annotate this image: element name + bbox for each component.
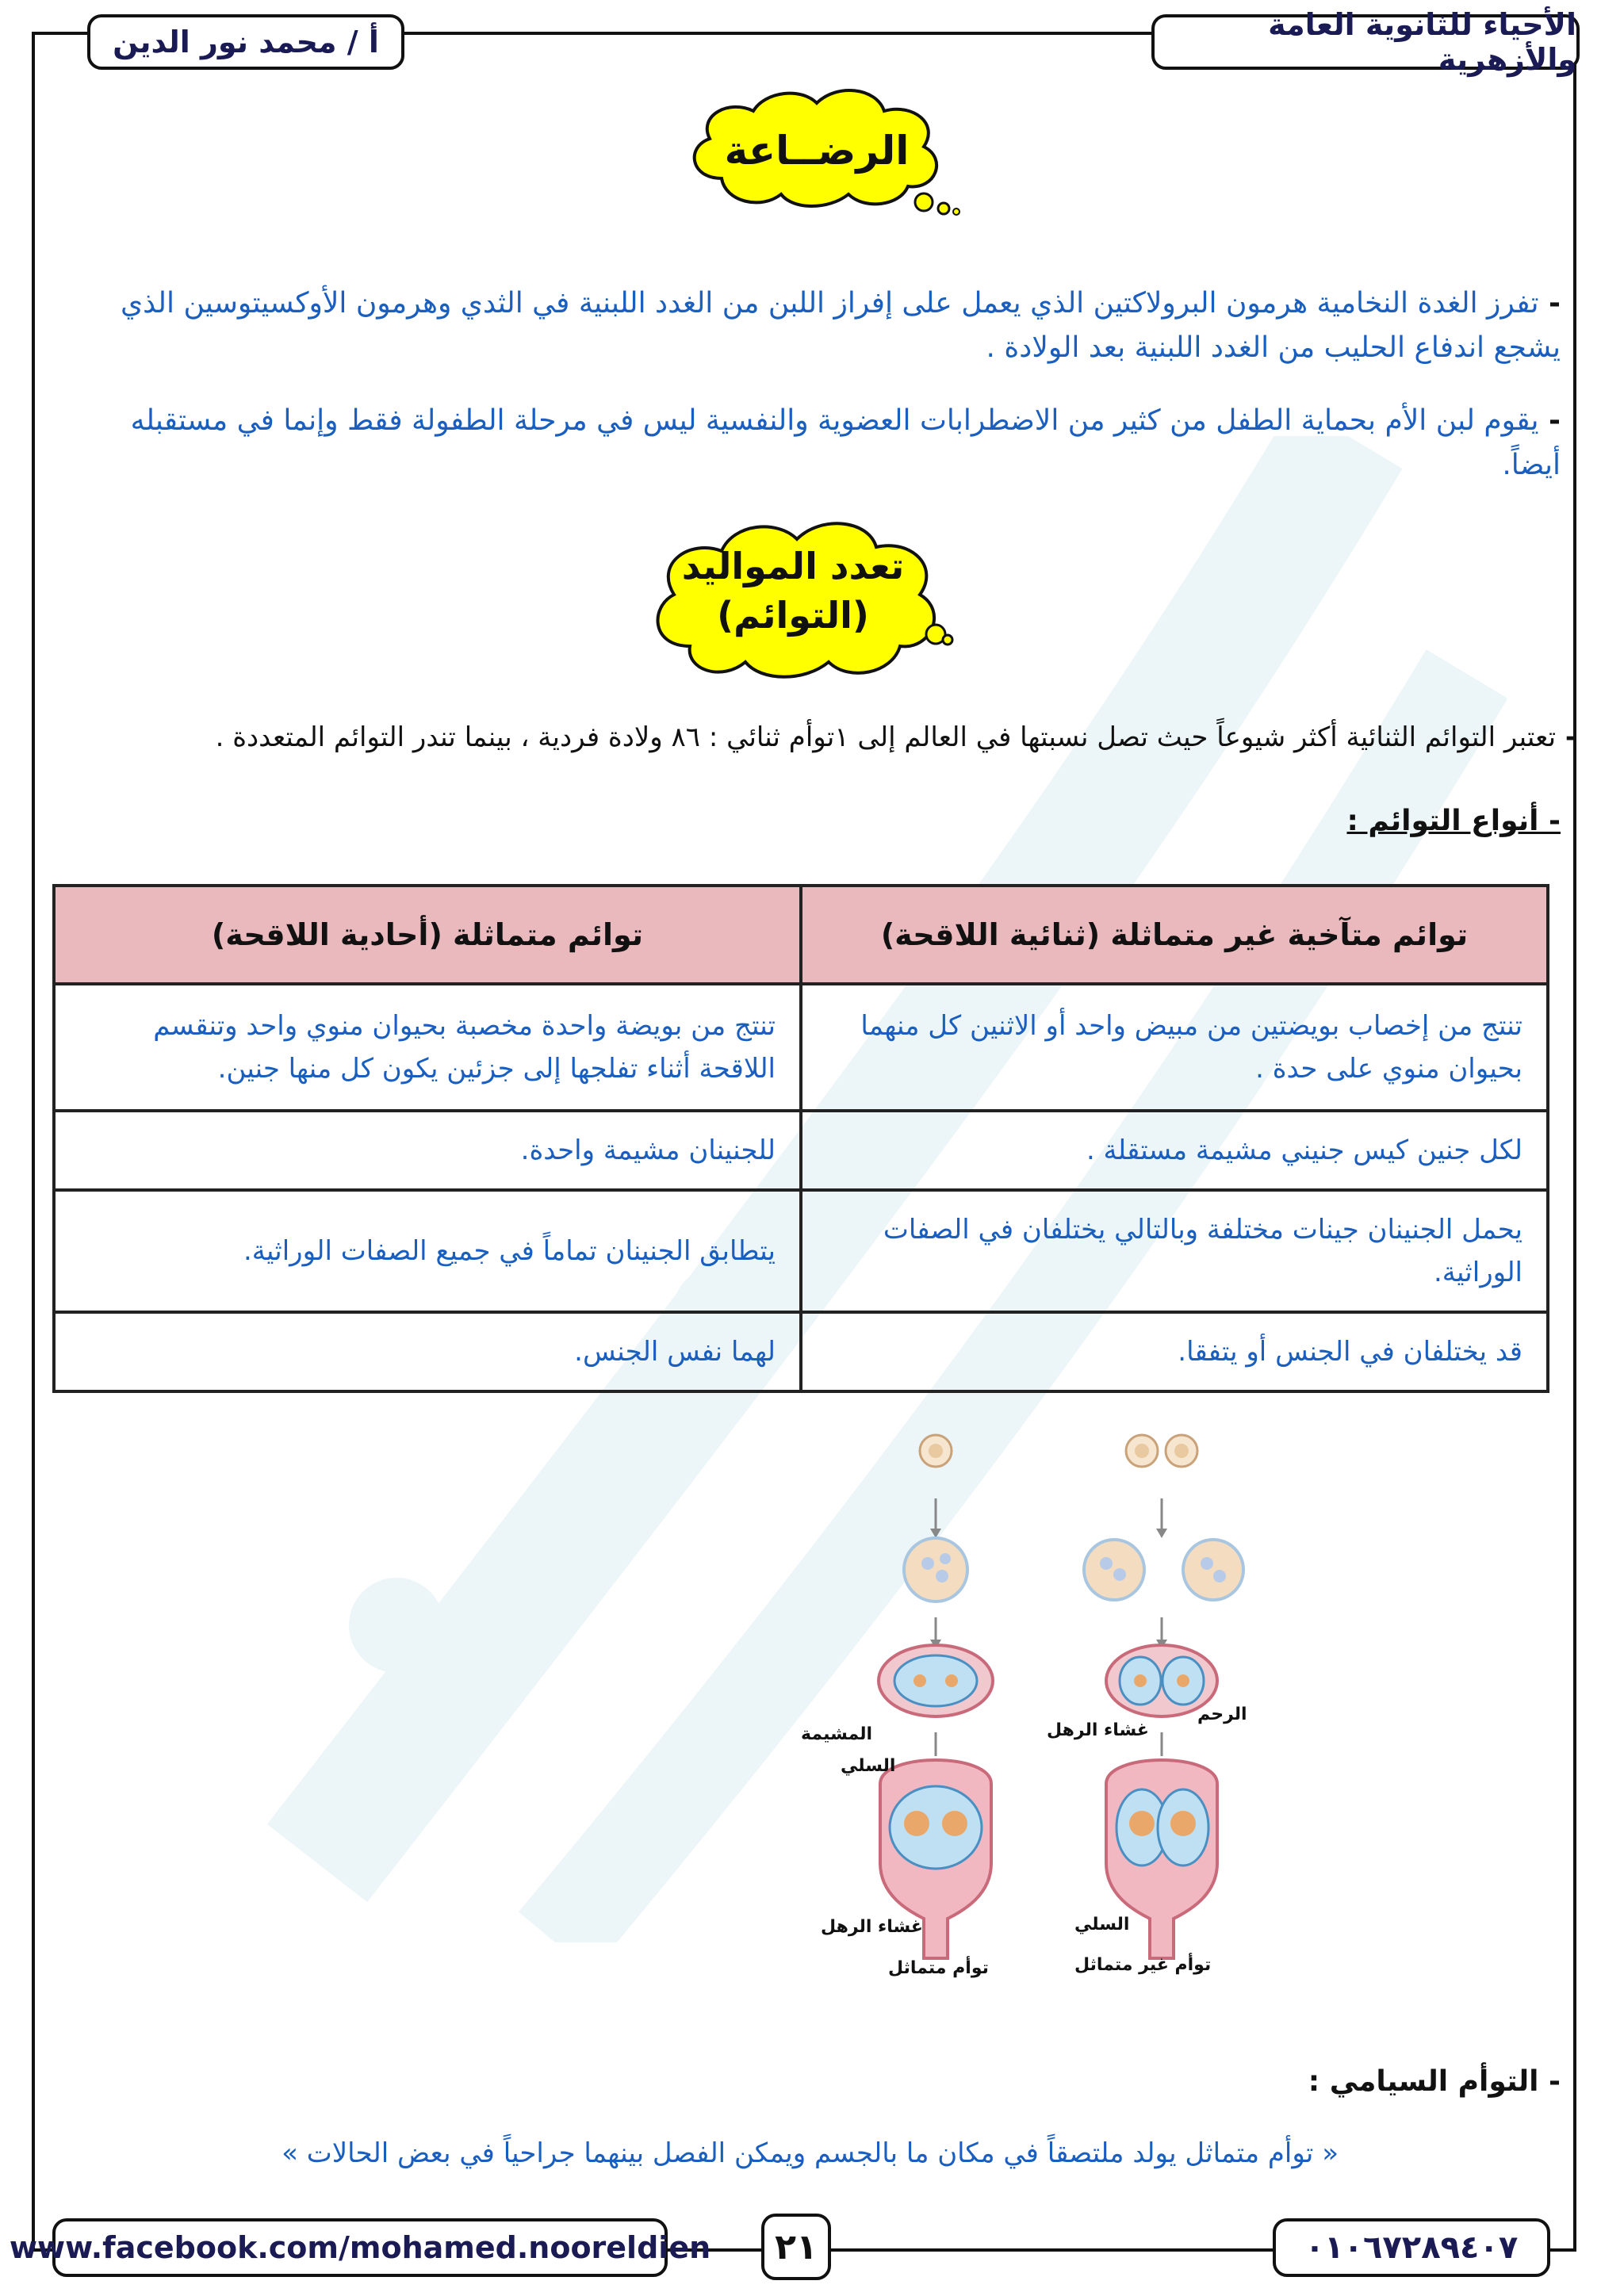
table-cell: لهما نفس الجنس. (54, 1312, 801, 1391)
table-header-row (54, 886, 1548, 984)
header-teacher-text: أ / محمد نور الدين (113, 25, 379, 59)
label-uterus: الرحم (1197, 1705, 1247, 1724)
paragraph-siamese-definition-text: « توأم متماثل يولد ملتصقاً في مكان ما بالجسم ويمكن الفصل بينهما جراحياً في بعض الحالات » (282, 2137, 1339, 2169)
table-cell: تنتج من إخصاب بويضتين من مبيض واحد أو الاثنين كل منهما بحيوان منوي على حدة . (801, 984, 1548, 1111)
footer-website (9, 2218, 711, 2277)
label-identical-twins: توأم متماثل (888, 1958, 989, 1978)
label-fraternal-twins: توأم غير متماثل (1074, 1955, 1212, 1975)
table-cell: للجنينان مشيمة واحدة. (54, 1111, 801, 1190)
heading-siamese-twins-text: التوأم السيامي : (1308, 2065, 1539, 2098)
section-title-twins-line1: تعدد المواليد (681, 545, 905, 587)
footer-phone-text: ٠١٠٦٧٢٨٩٤٠٧ (1304, 2229, 1519, 2266)
section-title-breastfeeding (698, 111, 936, 190)
identical-column (879, 1435, 993, 1958)
footer-page-number (761, 2214, 831, 2280)
column-header-fraternal: توائم متآخية غير متماثلة (ثنائية اللاقحة) (801, 886, 1548, 984)
footer-phone (1273, 2218, 1550, 2277)
paragraph-twins-ratio-text: تعتبر التوائم الثنائية أكثر شيوعاً حيث تصل نسبتها في العالم إلى ١توأم ثنائي : ٨٦ ولادة فردية ، بينما تندر التوائم المتعددة . (215, 721, 1557, 753)
table-cell: قد يختلفان في الجنس أو يتفقا. (801, 1312, 1548, 1391)
section-title-twins-line2: (التوائم) (717, 594, 869, 637)
table-cell: لكل جنين كيس جنيني مشيمة مستقلة . (801, 1111, 1548, 1190)
paragraph-siamese-definition (70, 2131, 1339, 2175)
fraternal-column (1084, 1435, 1243, 1958)
table-row (54, 1312, 1548, 1391)
table-cell: يتطابق الجنينان تماماً في جميع الصفات الوراثية. (54, 1190, 801, 1312)
label-amnion-fraternal: غشاء الرهل (1047, 1720, 1149, 1740)
heading-twin-types: - أنواع التوائم : (1346, 805, 1561, 837)
header-subject (1151, 7, 1580, 77)
label-placenta: المشيمة (801, 1724, 873, 1744)
heading-twin-types-text: أنواع التوائم : (1346, 805, 1539, 837)
label-chorion-fraternal: السلي (1074, 1915, 1130, 1934)
label-amnion-identical: غشاء الرهل (821, 1917, 923, 1937)
footer-website-text: www.facebook.com/mohamed.nooreldien (9, 2230, 711, 2265)
header-subject-text: الأحياء للثانوية العامة والأزهرية (1268, 7, 1576, 77)
table-row (54, 984, 1548, 1111)
paragraph-prolactin-text: تفرز الغدة النخامية هرمون البرولاكتين الذي يعمل على إفراز اللبن من الغدد اللبنية في الثدي وهرمون الأوكسيتوسين الذي يشجع اندفاع الحليب من الغدد اللبنية بعد الولادة . (120, 287, 1561, 364)
section-title-twins (666, 531, 920, 650)
table-row (54, 1190, 1548, 1312)
paragraph-prolactin: - تفرز الغدة النخامية هرمون البرولاكتين الذي يعمل على إفراز اللبن من الغدد اللبنية في الثدي وهرمون الأوكسيتوسين الذي يشجع اندفاع الحليب من الغدد اللبنية بعد الولادة . (120, 287, 1561, 364)
heading-siamese-twins: - التوأم السيامي : (1308, 2065, 1561, 2098)
twins-comparison-table (52, 884, 1549, 1393)
table-cell: تنتج من بويضة واحدة مخصبة بحيوان منوي واحد وتنقسم اللاقحة أثناء تفلجها إلى جزئين يكون كل منها جنين. (54, 984, 801, 1111)
twins-development-figure (801, 1419, 1348, 1990)
paragraph-mother-milk-text: يقوم لبن الأم بحماية الطفل من كثير من الاضطرابات العضوية والنفسية ليس في مرحلة الطفولة فقط وإنما في مستقبله أيضاً. (130, 404, 1561, 481)
column-header-identical: توائم متماثلة (أحادية اللاقحة) (54, 886, 801, 984)
footer-page-number-text: ٢١ (775, 2226, 818, 2267)
section-title-breastfeeding-text: الرضــاعة (724, 128, 910, 174)
paragraph-mother-milk: - يقوم لبن الأم بحماية الطفل من كثير من الاضطرابات العضوية والنفسية ليس في مرحلة الطفولة فقط وإنما في مستقبله أيضاً. (130, 404, 1561, 481)
header-teacher (87, 14, 404, 70)
table-row (54, 1111, 1548, 1190)
label-chorion-identical: السلي (841, 1756, 896, 1776)
paragraph-twins-ratio: - تعتبر التوائم الثنائية أكثر شيوعاً حيث تصل نسبتها في العالم إلى ١توأم ثنائي : ٨٦ ولادة فردية ، بينما تندر التوائم المتعددة . (215, 721, 1576, 753)
twins-diagram-graphic (801, 1419, 1348, 1990)
table-cell: يحمل الجنينان جينات مختلفة وبالتالي يختلفان في الصفات الوراثية. (801, 1190, 1548, 1312)
